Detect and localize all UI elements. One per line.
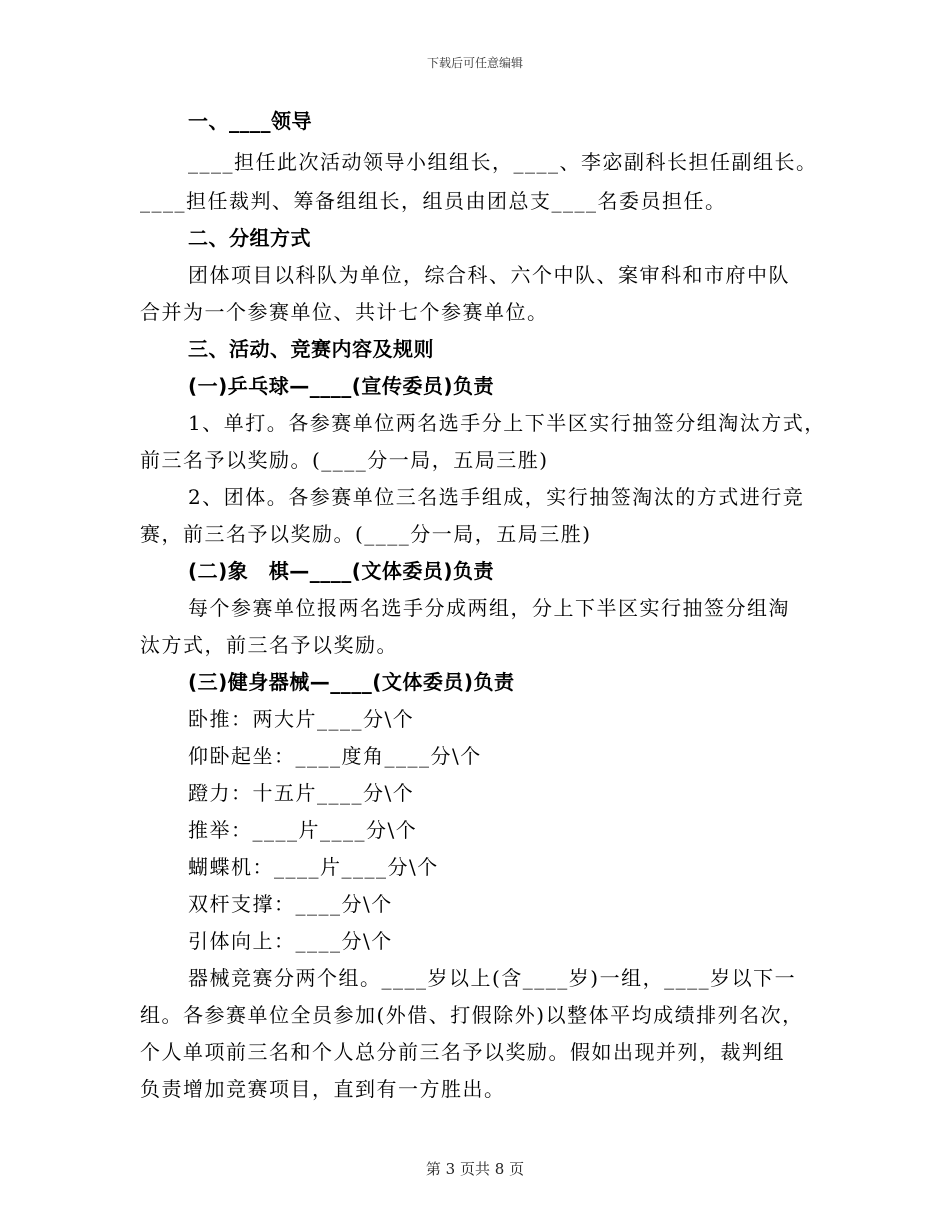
page-footer: 第 3 页共 8 页: [425, 1160, 525, 1178]
paragraph-line: 团体项目以科队为单位，综合科、六个中队、案审科和市府中队: [188, 263, 790, 287]
list-item: 蝴蝶机：____片____分\个: [188, 855, 439, 879]
section-heading-leadership: 一、____领导: [188, 109, 312, 133]
paragraph-line: 组。各参赛单位全员参加(外借、打假除外)以整体平均成绩排列名次，: [140, 1003, 804, 1027]
paragraph-line: 赛，前三名予以奖励。(____分一局，五局三胜): [140, 522, 592, 546]
paragraph-line: 个人单项前三名和个人总分前三名予以奖励。假如出现并列，裁判组: [140, 1040, 785, 1064]
paragraph-line: 1、单打。各参赛单位两名选手分上下半区实行抽签分组淘汰方式，: [188, 411, 826, 435]
page-header: 下载后可任意编辑: [426, 56, 523, 70]
paragraph-line: 汰方式，前三名予以奖励。: [140, 633, 398, 657]
subsection-heading-chess: (二)象 棋—____(文体委员)负责: [188, 559, 495, 583]
paragraph-line: 合并为一个参赛单位、共计七个参赛单位。: [140, 300, 549, 324]
list-item: 引体向上：____分\个: [188, 929, 393, 953]
subsection-heading-table-tennis: (一)乒乓球—____(宣传委员)负责: [188, 374, 495, 398]
list-item: 卧推：两大片____分\个: [188, 707, 415, 731]
paragraph-line: 前三名予以奖励。(____分一局，五局三胜): [140, 448, 549, 472]
subsection-heading-fitness: (三)健身器械—____(文体委员)负责: [188, 670, 515, 694]
paragraph-line: ____担任裁判、筹备组组长，组员由团总支____名委员担任。: [140, 189, 727, 213]
paragraph-line: ____担任此次活动领导小组组长，____、李宓副科长担任副组长。: [188, 150, 818, 174]
section-heading-rules: 三、活动、竞赛内容及规则: [188, 337, 434, 361]
paragraph-line: 2、团体。各参赛单位三名选手组成，实行抽签淘汰的方式进行竞: [188, 485, 805, 509]
list-item: 仰卧起坐：____度角____分\个: [188, 744, 482, 768]
paragraph-line: 每个参赛单位报两名选手分成两组，分上下半区实行抽签分组淘: [188, 596, 790, 620]
paragraph-line: 器械竞赛分两个组。____岁以上(含____岁)一组，____岁以下一: [188, 966, 797, 990]
list-item: 双杆支撑：____分\个: [188, 892, 393, 916]
section-heading-grouping: 二、分组方式: [188, 226, 311, 250]
paragraph-line: 负责增加竞赛项目，直到有一方胜出。: [140, 1077, 506, 1101]
list-item: 蹬力：十五片____分\个: [188, 781, 415, 805]
list-item: 推举：____片____分\个: [188, 818, 418, 842]
